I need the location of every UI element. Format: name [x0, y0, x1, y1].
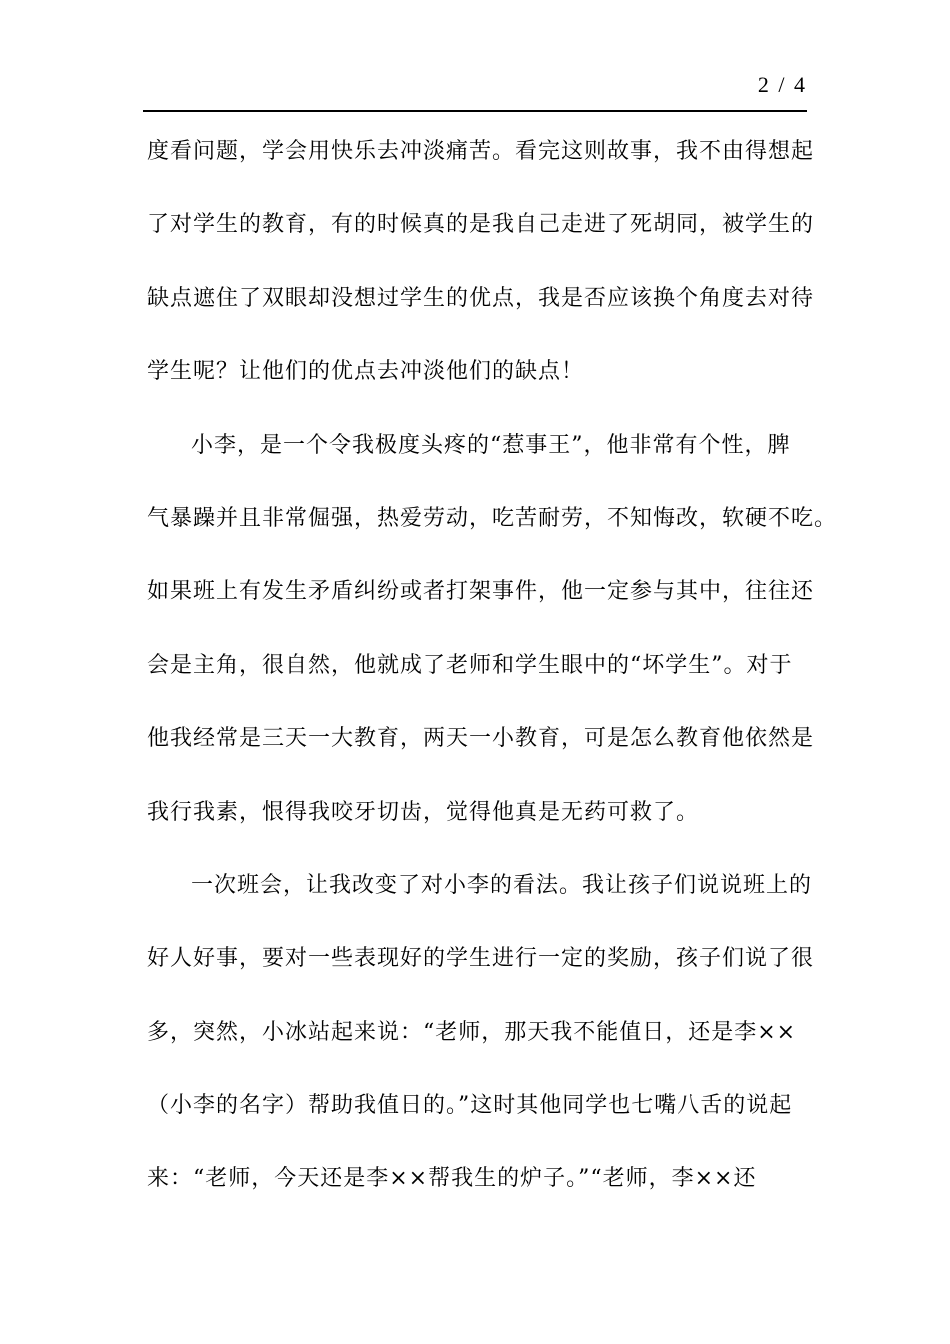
text-line: 学生呢？让他们的优点去冲淡他们的缺点！: [147, 359, 585, 385]
paragraph-start-line: 小李，是一个令我极度头疼的“惹事王”，他非常有个性，脾: [191, 432, 791, 458]
text-line: 度看问题，学会用快乐去冲淡痛苦。看完这则故事，我不由得想起: [147, 139, 815, 164]
text-line: （小李的名字）帮助我值日的。”这时其他同学也七嘴八舌的说起: [147, 1093, 793, 1119]
text-line: 缺点遮住了双眼却没想过学生的优点，我是否应该换个角度去对待: [147, 285, 815, 311]
paragraph-start-line: 一次班会，让我改变了对小李的看法。我让孩子们说说班上的: [191, 872, 813, 898]
page-number: 2 / 4: [757, 72, 807, 97]
text-line: 好人好事，要对一些表现好的学生进行一定的奖励，孩子们说了很: [147, 946, 815, 972]
text-line: 了对学生的教育，有的时候真的是我自己走进了死胡同，被学生的: [147, 212, 815, 238]
header-rule: [143, 110, 807, 112]
text-line: 我行我素，恨得我咬牙切齿，觉得他真是无药可救了。: [147, 799, 700, 825]
text-line: 气暴躁并且非常倔强，热爱劳动，吃苦耐劳，不知悔改，软硬不吃。: [147, 505, 838, 531]
document-body: [147, 132, 838, 1233]
text-line: 他我经常是三天一大教育，两天一小教育，可是怎么教育他依然是: [147, 726, 815, 752]
text-line: 多，突然，小冰站起来说：“老师，那天我不能值日，还是李××: [147, 1019, 797, 1045]
text-line: 如果班上有发生矛盾纠纷或者打架事件，他一定参与其中，往往还: [147, 579, 815, 605]
text-line: 会是主角，很自然，他就成了老师和学生眼中的“坏学生”。对于: [147, 652, 793, 678]
text-line: 来：“老师，今天还是李××帮我生的炉子。”“老师，李××还: [147, 1166, 757, 1192]
